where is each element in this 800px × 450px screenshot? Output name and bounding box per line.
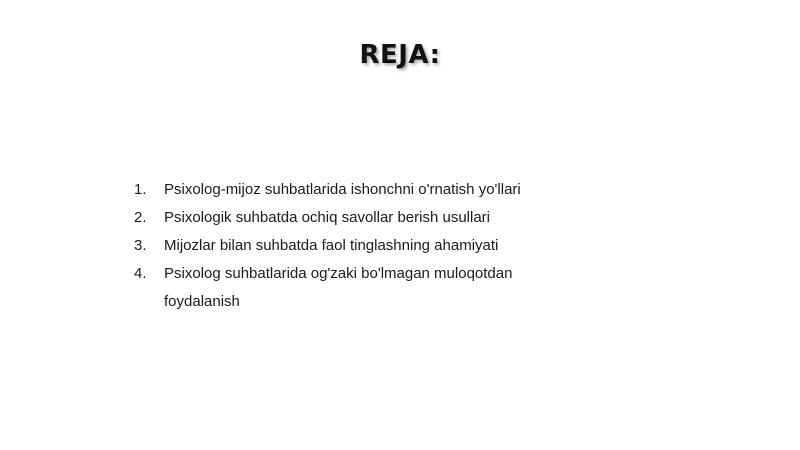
list-item-text: Psixolog suhbatlarida og'zaki bo'lmagan muloqotdan foydalanish: [164, 265, 513, 310]
slide-title: REJA:: [359, 40, 441, 70]
list-item-number: 1.: [134, 181, 147, 198]
list-item: [134, 204, 554, 232]
list-item-number: 4.: [134, 265, 147, 282]
list-item: [134, 260, 554, 316]
list-item-text: Mijozlar bilan suhbatda faol tinglashning ahamiyati: [164, 237, 499, 254]
list-item-number: 3.: [134, 237, 147, 254]
list-item-text: Psixolog-mijoz suhbatlarida ishonchni o'rnatish yo'llari: [164, 181, 521, 198]
list-item-text: Psixologik suhbatda ochiq savollar berish usullari: [164, 209, 491, 226]
list-item: [134, 232, 554, 260]
list-item: [134, 176, 554, 204]
plan-list: [134, 176, 554, 316]
list-item-number: 2.: [134, 209, 147, 226]
